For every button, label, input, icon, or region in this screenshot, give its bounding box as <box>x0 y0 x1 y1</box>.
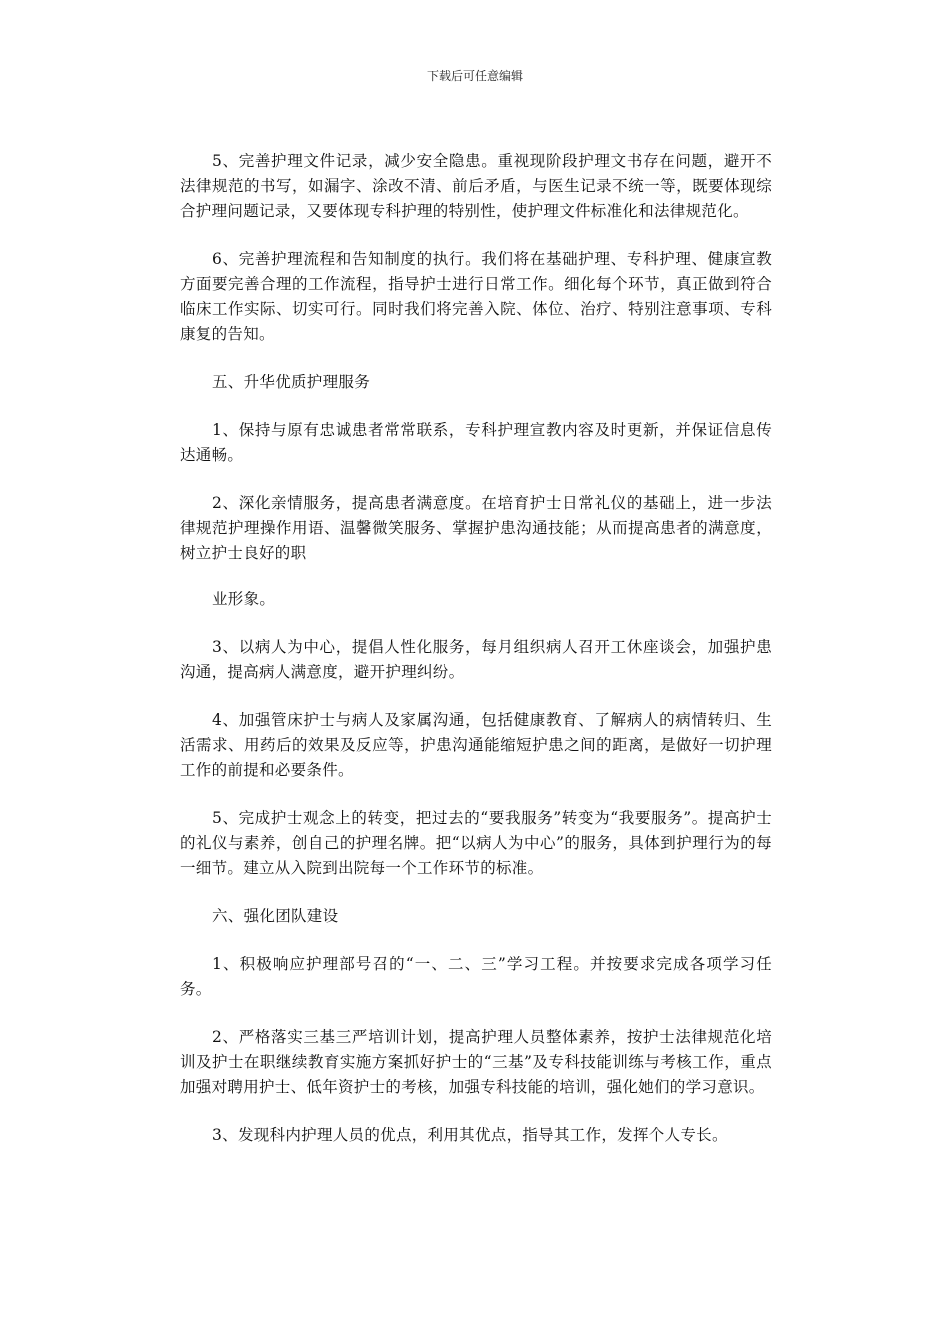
paragraph-nursing-records: 5、完善护理文件记录，减少安全隐患。重视现阶段护理文书存在问题，避开不法律规范的书写，如漏字、涂改不清、前后矛盾，与医生记录不统一等，既要体现综合护理问题记录，又要体现专科护理的特别性，使护理文件标准化和法律规范化。 <box>180 152 772 220</box>
paragraph-affection-service-continued: 业形象。 <box>212 590 276 608</box>
paragraph-training-plan: 2、严格落实三基三严培训计划，提高护理人员整体素养，按护士法律规范化培训及护士在职继续教育实施方案抓好护士的“三基”及专科技能训练与考核工作，重点加强对聘用护士、低年资护士的考核，加强专科技能的培训，强化她们的学习意识。 <box>180 1028 772 1096</box>
paragraph-nursing-process: 6、完善护理流程和告知制度的执行。我们将在基础护理、专科护理、健康宣教方面要完善合理的工作流程，指导护士进行日常工作。细化每个环节，真正做到符合临床工作实际、切实可行。同时我们将完善入院、体位、治疗、特别注意事项、专科康复的告知。 <box>180 250 772 343</box>
section-heading-5: 五、升华优质护理服务 <box>212 373 371 391</box>
page-header: 下载后可任意编辑 <box>426 69 523 83</box>
paragraph-patient-contact: 1、保持与原有忠诚患者常常联系，专科护理宣教内容及时更新，并保证信息传达通畅。 <box>180 421 772 464</box>
paragraph-learning-project: 1、积极响应护理部号召的“一、二、三”学习工程。并按要求完成各项学习任务。 <box>180 955 772 998</box>
paragraph-bedside-communication: 4、加强管床护士与病人及家属沟通，包括健康教育、了解病人的病情转归、生活需求、用药后的效果及反应等，护患沟通能缩短护患之间的距离，是做好一切护理工作的前提和必要条件。 <box>180 711 772 779</box>
paragraph-staff-strengths: 3、发现科内护理人员的优点，利用其优点，指导其工作，发挥个人专长。 <box>212 1126 728 1144</box>
paragraph-service-concept: 5、完成护士观念上的转变，把过去的“要我服务”转变为“我要服务”。提高护士的礼仪与素养，创自己的护理名牌。把“以病人为中心”的服务，具体到护理行为的每一细节。建立从入院到出院每一个工作环节的标准。 <box>180 809 772 877</box>
paragraph-patient-centered: 3、以病人为中心，提倡人性化服务，每月组织病人召开工休座谈会，加强护患沟通，提高病人满意度，避开护理纠纷。 <box>180 638 772 681</box>
document-body <box>180 149 772 1171</box>
section-heading-6: 六、强化团队建设 <box>212 907 339 925</box>
paragraph-affection-service: 2、深化亲情服务，提高患者满意度。在培育护士日常礼仪的基础上，进一步法律规范护理操作用语、温馨微笑服务、掌握护患沟通技能；从而提高患者的满意度，树立护士良好的职 <box>180 494 772 562</box>
